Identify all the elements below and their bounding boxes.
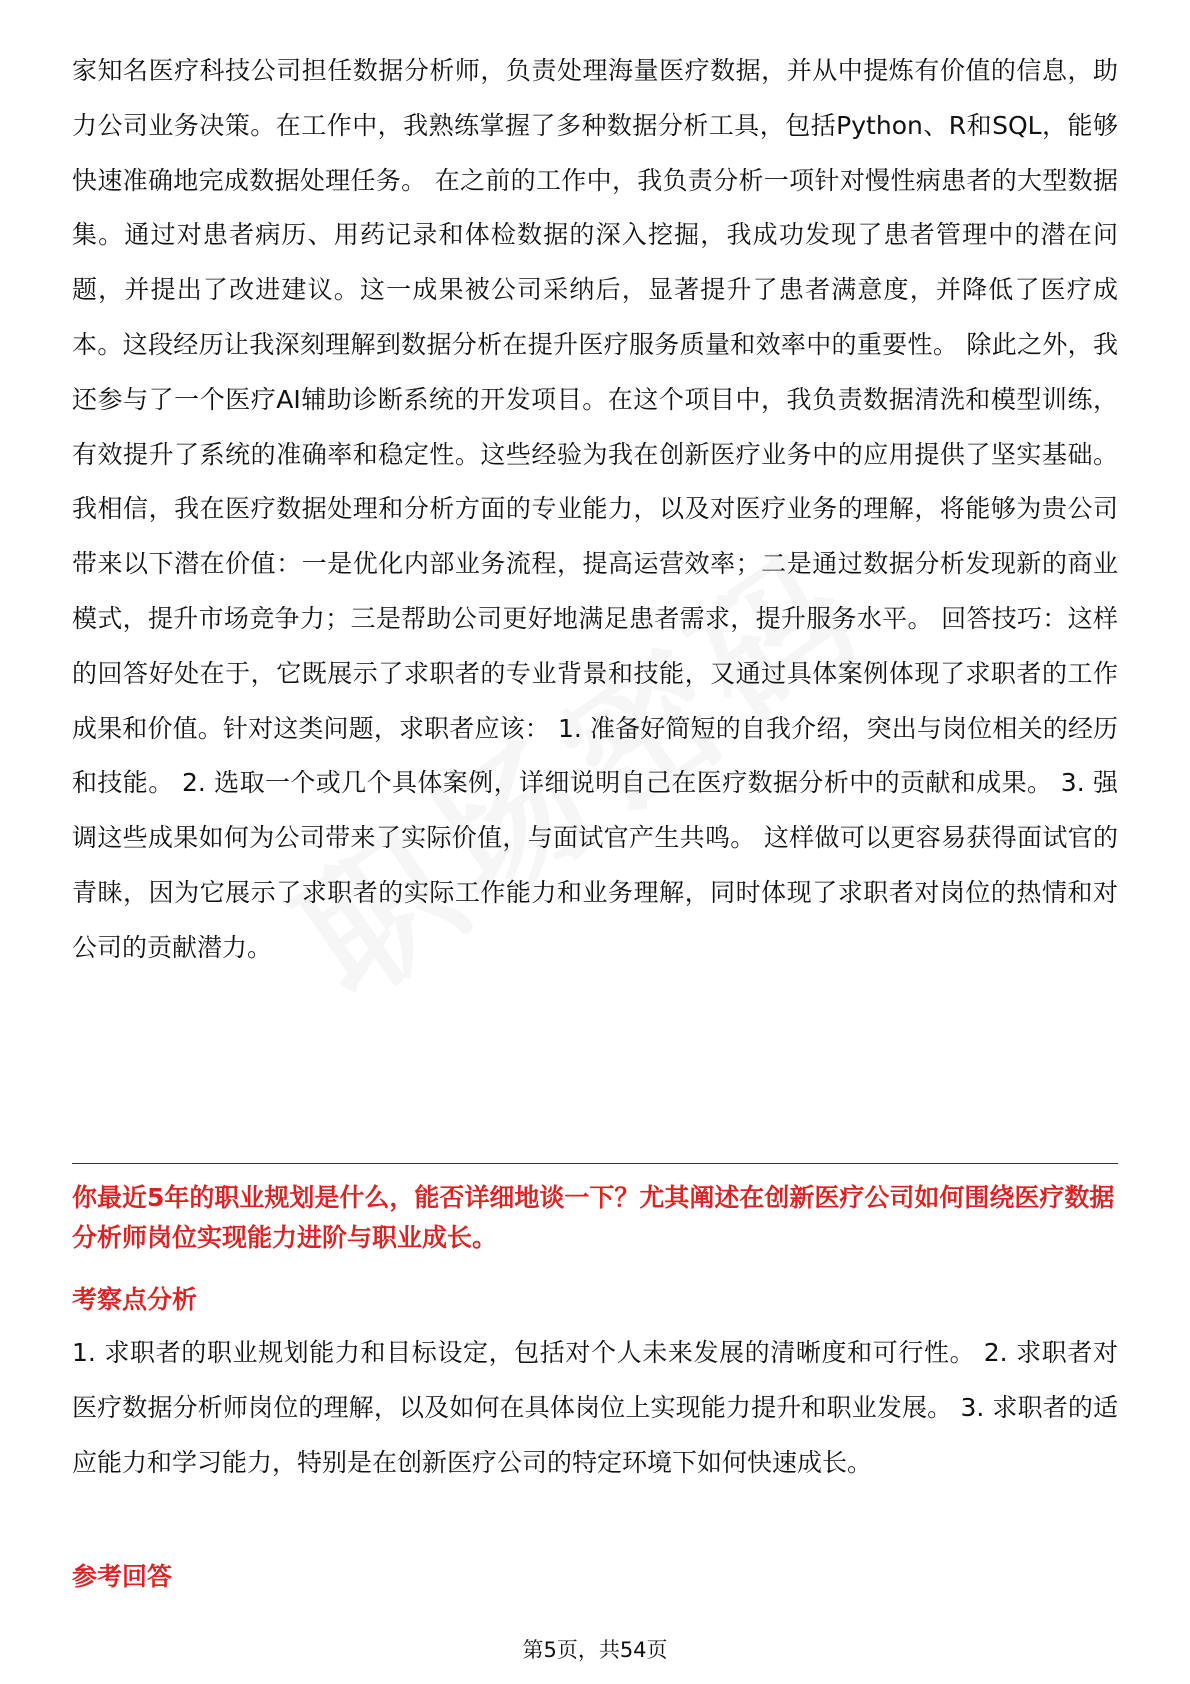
analysis-paragraph: 1. 求职者的职业规划能力和目标设定，包括对个人未来发展的清晰度和可行性。 2. 求职者对医疗数据分析师岗位的理解，以及如何在具体岗位上实现能力提升和职业发展。 3. 求职者的适应能力和学习能力，特别是在创新医疗公司的特定环境下如何快速成长。 — [72, 1338, 1118, 1477]
section-divider — [72, 1163, 1118, 1164]
answer-continued-paragraph: 家知名医疗科技公司担任数据分析师，负责处理海量医疗数据，并从中提炼有价值的信息，助力公司业务决策。在工作中，我熟练掌握了多种数据分析工具，包括Python、R和SQL，能够快速准确地完成数据处理任务。 在之前的工作中，我负责分析一项针对慢性病患者的大型数据集。通过对患者病历、用药记录和体检数据的深入挖掘，我成功发现了患者管理中的潜在问题，并提出了改进建议。这一成果被公司采纳后，显著提升了患者满意度，并降低了医疗成本。这段经历让我深刻理解到数据分析在提升医疗服务质量和效率中的重要性。 除此之外，我还参与了一个医疗AI辅助诊断系统的开发项目。在这个项目中，我负责数据清洗和模型训练，有效提升了系统的准确率和稳定性。这些经验为我在创新医疗业务中的应用提供了坚实基础。 我相信，我在医疗数据处理和分析方面的专业能力，以及对医疗业务的理解，将能够为贵公司带来以下潜在价值：一是优化内部业务流程，提高运营效率；二是通过数据分析发现新的商业模式，提升市场竞争力；三是帮助公司更好地满足患者需求，提升服务水平。 回答技巧：这样的回答好处在于，它既展示了求职者的专业背景和技能，又通过具体案例体现了求职者的工作成果和价值。针对这类问题，求职者应该： 1. 准备好简短的自我介绍，突出与岗位相关的经历和技能。 2. 选取一个或几个具体案例，详细说明自己在医疗数据分析中的贡献和成果。 3. 强调这些成果如何为公司带来了实际价值，与面试官产生共鸣。 这样做可以更容易获得面试官的青睐，因为它展示了求职者的实际工作能力和业务理解，同时体现了求职者对岗位的热情和对公司的贡献潜力。 — [72, 56, 1118, 962]
interview-question: 你最近5年的职业规划是什么，能否详细地谈一下？尤其阐述在创新医疗公司如何围绕医疗数据分析师岗位实现能力进阶与职业成长。 — [72, 1183, 1115, 1252]
page-number-footer: 第5页，共54页 — [522, 1638, 668, 1662]
analysis-heading: 考察点分析 — [72, 1285, 198, 1314]
reference-answer-heading: 参考回答 — [72, 1562, 173, 1591]
